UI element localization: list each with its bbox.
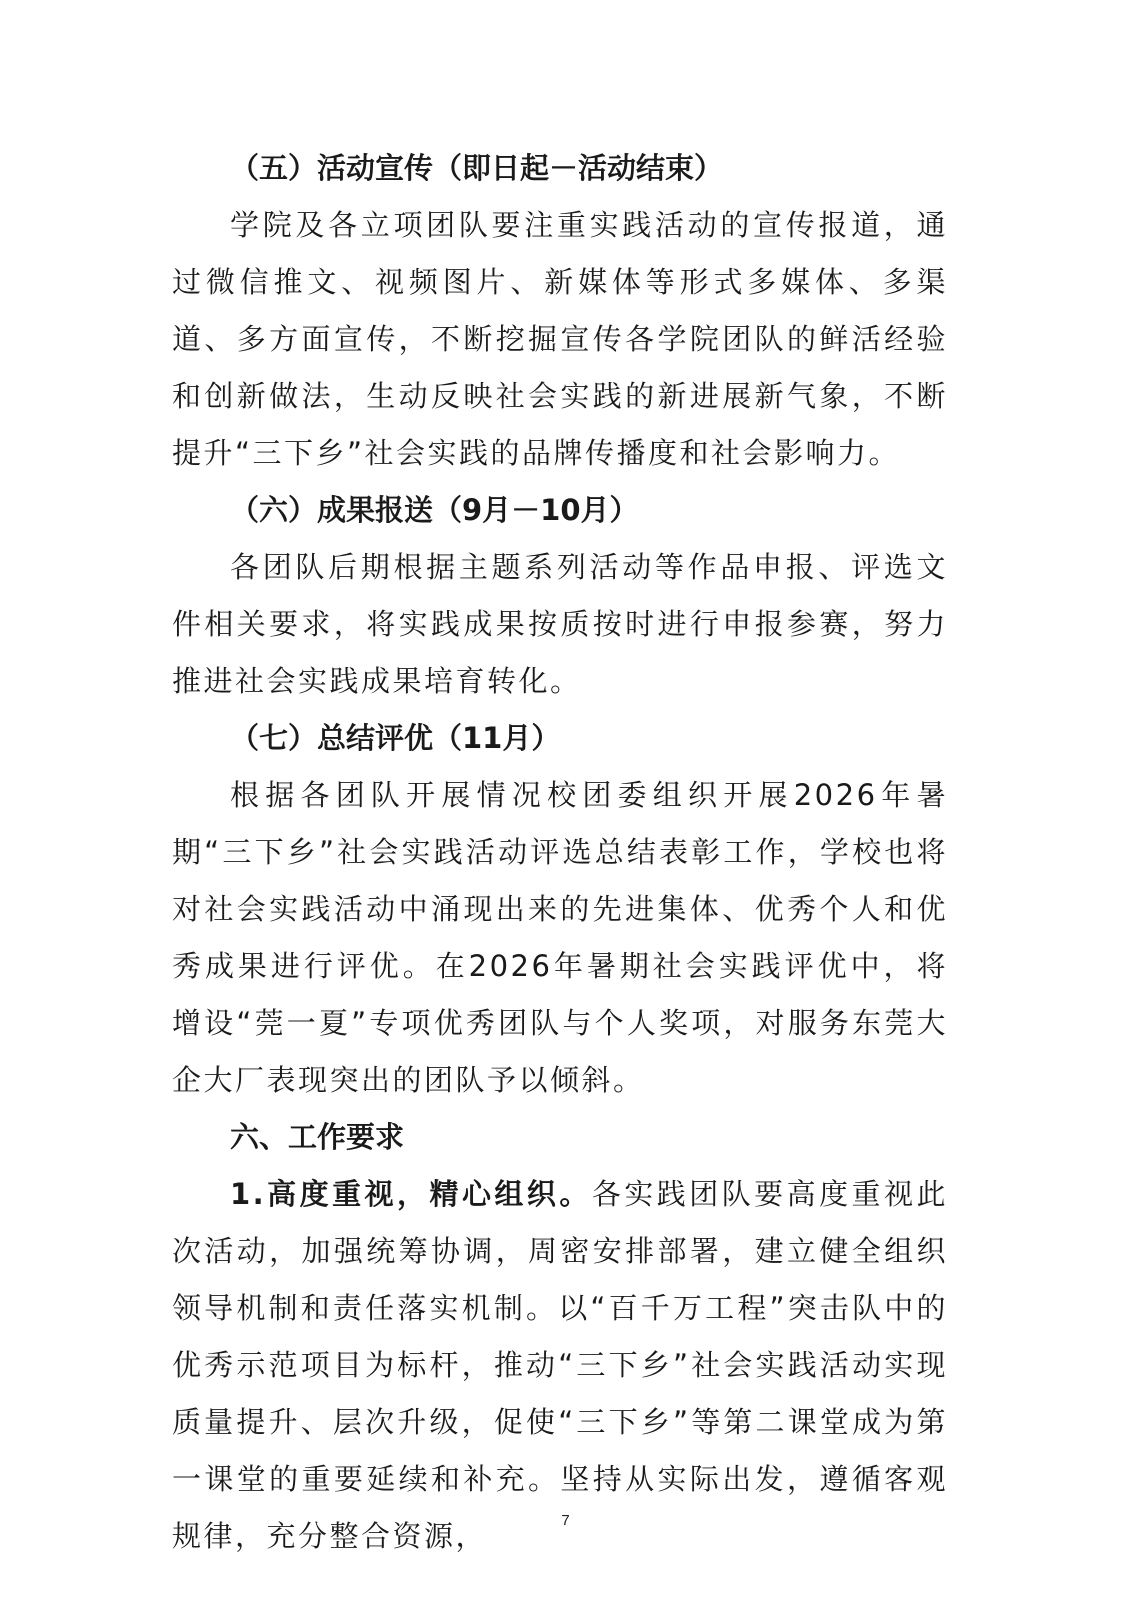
- requirements-title: 六、工作要求: [230, 1120, 405, 1154]
- section-heading-results: （六）成果报送（9月－10月）: [230, 493, 639, 527]
- section-heading-evaluation: （七）总结评优（11月）: [230, 721, 561, 755]
- page-number: 7: [561, 1512, 570, 1529]
- section-heading-publicity: （五）活动宣传（即日起－活动结束）: [230, 151, 724, 185]
- section-body-publicity: 学院及各立项团队要注重实践活动的宣传报道，通过微信推文、视频图片、新媒体等形式多媒体、多渠道、多方面宣传，不断挖掘宣传各学院团队的鲜活经验和创新做法，生动反映社会实践的新进展新气象，不断提升“三下乡”社会实践的品牌传播度和社会影响力。: [172, 208, 948, 470]
- requirement-item-1: [172, 1166, 948, 1565]
- section-body-evaluation: 根据各团队开展情况校团委组织开展2026年暑期“三下乡”社会实践活动评选总结表彰工作，学校也将对社会实践活动中涌现出来的先进集体、优秀个人和优秀成果进行评优。在2026年暑期社会实践评优中，将增设“莞一夏”专项优秀团队与个人奖项，对服务东莞大企大厂表现突出的团队予以倾斜。: [172, 778, 948, 1097]
- requirement-item-1-lead: 1.高度重视，精心组织。: [230, 1177, 592, 1211]
- section-body-results: 各团队后期根据主题系列活动等作品申报、评选文件相关要求，将实践成果按质按时进行申报参赛，努力推进社会实践成果培育转化。: [172, 550, 948, 698]
- requirement-item-1-body: 各实践团队要高度重视此次活动，加强统筹协调，周密安排部署，建立健全组织领导机制和责任落实机制。以“百千万工程”突击队中的优秀示范项目为标杆，推动“三下乡”社会实践活动实现质量提升、层次升级，促使“三下乡”等第二课堂成为第一课堂的重要延续和补充。坚持从实际出发，遵循客观规律，充分整合资源，: [172, 1177, 948, 1553]
- document-body: [172, 140, 948, 1565]
